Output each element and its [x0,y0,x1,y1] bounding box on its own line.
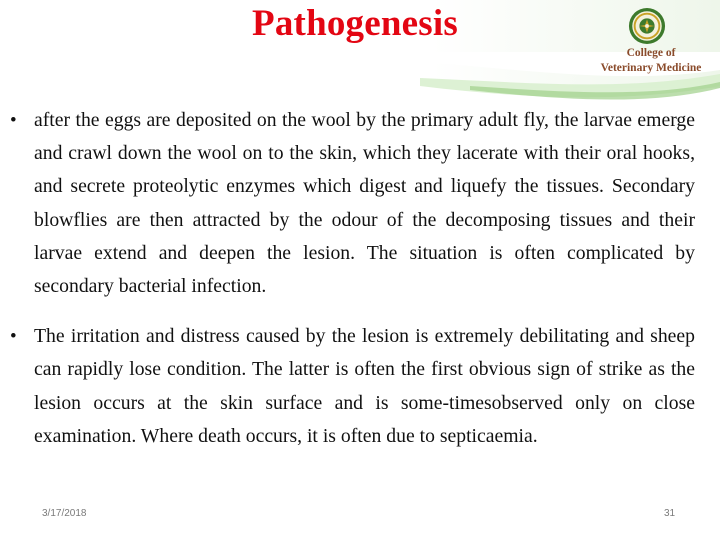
footer-page-number: 31 [664,508,676,519]
college-name-line2: Veterinary Medicine [600,62,702,74]
college-name-line1: College of [626,47,676,59]
bullet-item [10,320,695,453]
slide-title: Pathogenesis [252,3,458,44]
footer-date: 3/17/2018 [42,508,87,519]
bullet-text: The irritation and distress caused by the lesion is extremely debilitating and sheep can rapidly lose condition. The latter is often the first obvious sign of strike as the lesion occurs at the skin surface and is some-timesobserved only on close examination. Where death occurs, it is often due to septicaemia. [34,325,695,447]
bullet-list [10,104,695,453]
bullet-text: after the eggs are deposited on the wool by the primary adult fly, the larvae emerge and crawl down the wool on to the skin, which they lacerate with their oral hooks, and secrete proteolytic enzymes which digest and liquefy the tissues. Secondary blowflies are then attracted by the odour of the decomposing tissues and their larvae extend and deepen the lesion. The situation is often complicated by secondary bacterial infection. [34,109,695,298]
college-emblem-icon [628,7,666,45]
bullet-item [10,104,695,303]
college-name [586,46,716,76]
bullet-marker: • [10,110,17,131]
bullet-marker: • [10,326,17,348]
